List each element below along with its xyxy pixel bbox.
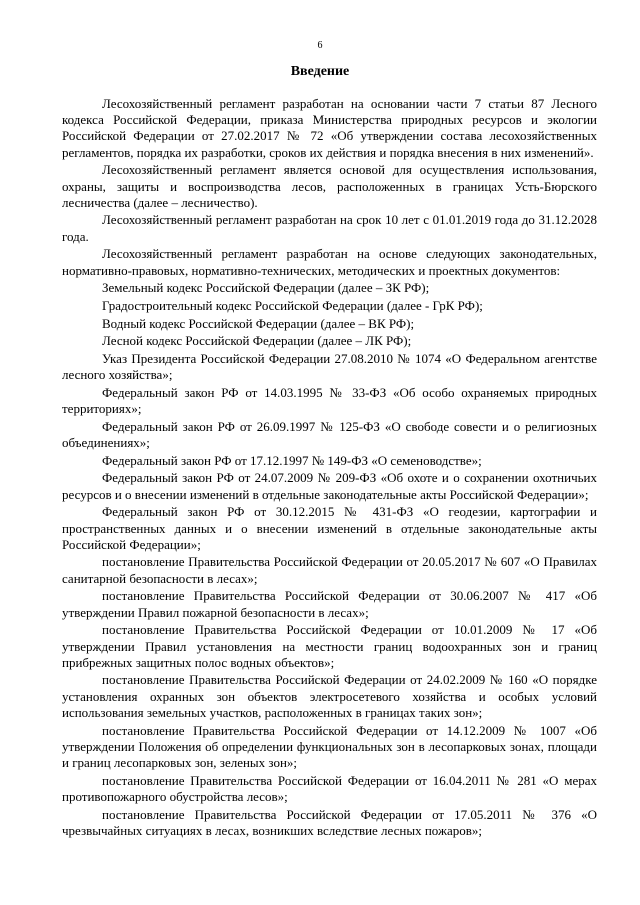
document-body — [62, 96, 597, 840]
paragraph: Указ Президента Российской Федерации 27.08.2010 № 1074 «О Федеральном агентстве лесного хозяйства»; — [62, 351, 597, 383]
paragraph: Градостроительный кодекс Российской Федерации (далее - ГрК РФ); — [102, 297, 483, 313]
paragraph: Земельный кодекс Российской Федерации (далее – ЗК РФ); — [102, 280, 430, 296]
paragraph: постановление Правительства Российской Федерации от 17.05.2011 № 376 «О чрезвычайных ситуациях в лесах, возникших вследствие лесных пожаров»; — [62, 806, 597, 838]
paragraph: постановление Правительства Российской Федерации от 24.02.2009 № 160 «О порядке установления охранных зон объектов электросетевого хозяйства и особых условий использования земельных участков, расположенных в границах таких зон»; — [62, 672, 597, 720]
paragraph: Водный кодекс Российской Федерации (далее – ВК РФ); — [102, 315, 415, 331]
paragraph: постановление Правительства Российской Федерации от 14.12.2009 № 1007 «Об утверждении Положения об определении функциональных зон в лесопарковых зонах, площади и границ лесопарковых зон, зеленых зон»; — [62, 722, 597, 770]
paragraph: Федеральный закон РФ от 26.09.1997 № 125-ФЗ «О свободе совести и о религиозных объединениях»; — [62, 418, 597, 451]
page-number: 6 — [317, 40, 323, 51]
paragraph: Лесной кодекс Российской Федерации (далее – ЛК РФ); — [102, 333, 412, 349]
paragraph: Федеральный закон РФ от 17.12.1997 № 149-ФЗ «О семеноводстве»; — [102, 452, 482, 468]
paragraph: постановление Правительства Российской Федерации от 20.05.2017 № 607 «О Правилах санитарной безопасности в лесах»; — [62, 554, 597, 586]
paragraph: Лесохозяйственный регламент является основой для осуществления использования, охраны, защиты и воспроизводства лесов, расположенных в границах Усть-Бюрского лесничества (далее – лесничество). — [62, 162, 597, 210]
paragraph: Лесохозяйственный регламент разработан на основании части 7 статьи 87 Лесного кодекса Российской Федерации, приказа Министерства природных ресурсов и экологии Российской Федерации от 27.02.2017 № 72 «Об утверждении состава лесохозяйственных регламентов, порядка их разработки, сроков их действия и порядка внесения в них изменений». — [62, 96, 597, 160]
paragraph: постановление Правительства Российской Федерации от 30.06.2007 № 417 «Об утверждении Правил пожарной безопасности в лесах»; — [62, 588, 597, 620]
paragraph: Лесохозяйственный регламент разработан на срок 10 лет с 01.01.2019 года до 31.12.2028 года. — [62, 212, 597, 244]
paragraph: постановление Правительства Российской Федерации от 10.01.2009 № 17 «Об утверждении Правил установления на местности границ водоохранных зон и границ прибрежных защитных полос водных объектов»; — [62, 622, 597, 670]
paragraph: Федеральный закон РФ от 24.07.2009 № 209-ФЗ «Об охоте и о сохранении охотничьих ресурсов и о внесении изменений в отдельные законодательные акты Российской Федерации»; — [62, 470, 597, 502]
paragraph: Лесохозяйственный регламент разработан на основе следующих законодательных, нормативно-правовых, нормативно-технических, методических и проектных документов: — [62, 246, 597, 278]
page-title: Введение — [290, 64, 350, 79]
paragraph: Федеральный закон РФ от 30.12.2015 № 431-ФЗ «О геодезии, картографии и пространственных данных и о внесении изменений в отдельные законодательные акты Российской Федерации»; — [62, 504, 597, 552]
paragraph: Федеральный закон РФ от 14.03.1995 № 33-ФЗ «Об особо охраняемых природных территориях»; — [62, 384, 597, 417]
paragraph: постановление Правительства Российской Федерации от 16.04.2011 № 281 «О мерах противопожарного обустройства лесов»; — [62, 772, 597, 804]
